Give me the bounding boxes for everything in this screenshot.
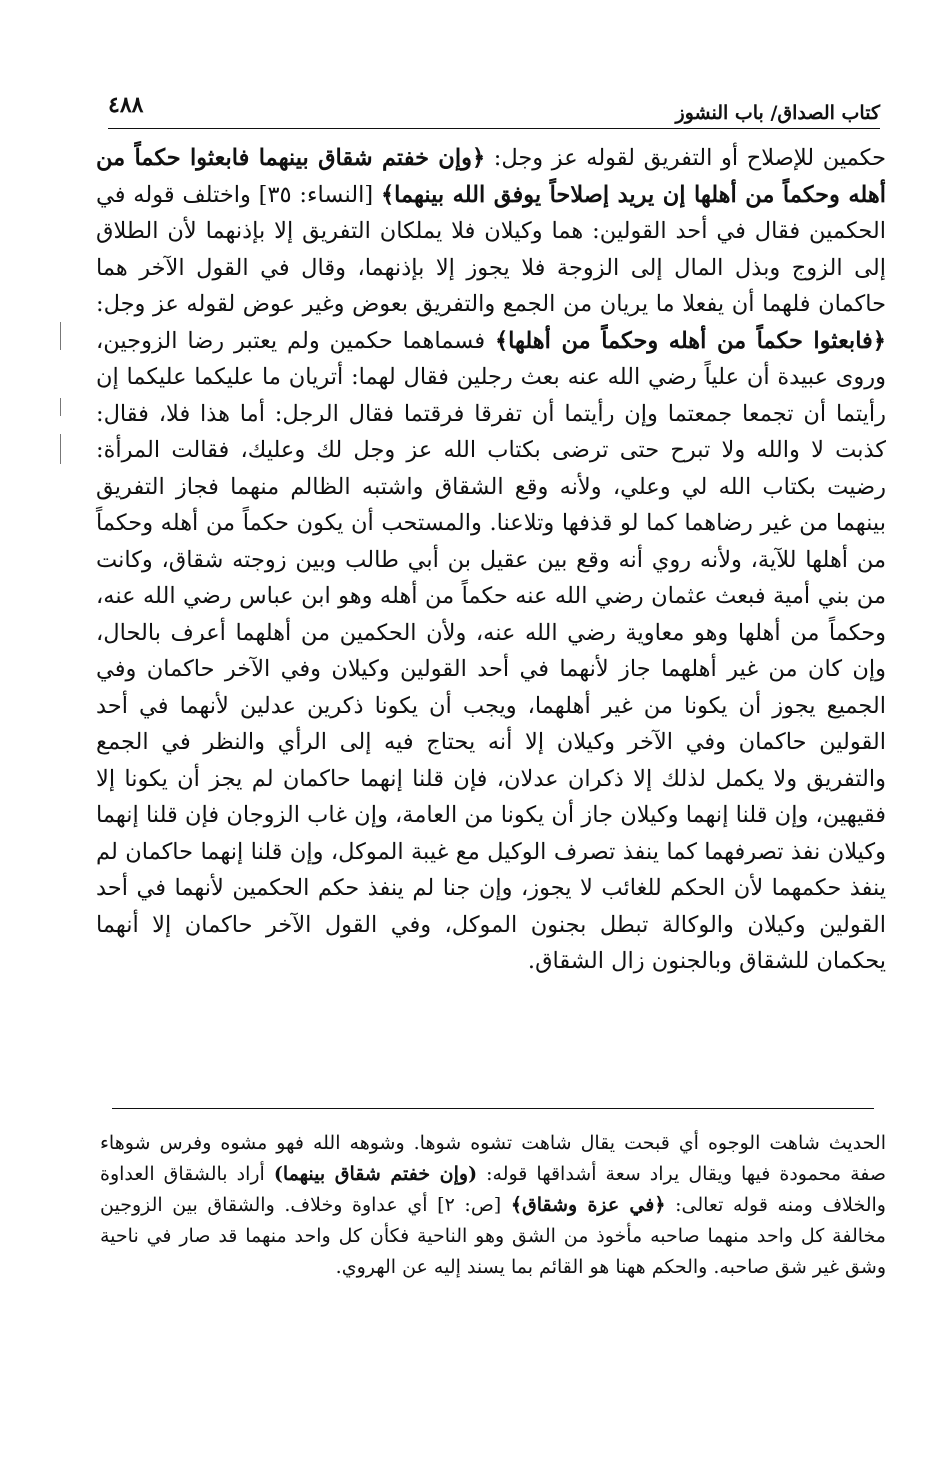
quran-verse: ﴿فابعثوا حكماً من أهله وحكماً من أهلها﴾ (494, 327, 886, 354)
margin-mark (60, 398, 61, 416)
main-text-segment: حكمين للإصلاح أو التفريق لقوله عز وجل: (485, 145, 886, 171)
footnote-segment: أراد بالشقاق العداوة والخلاف ومنه قوله تعالى: (100, 1163, 886, 1216)
main-text (96, 140, 886, 980)
footnote-paragraph (100, 1128, 886, 1283)
quran-verse: ﴿وإن خفتم شقاق بينهما فابعثوا حكماً من أهله وحكماً من أهلها إن يريد إصلاحاً يوفق الله بينهما﴾ (96, 145, 886, 208)
margin-mark (60, 434, 61, 464)
quran-verse: (وإن خفتم شقاق بينهما) (273, 1163, 478, 1185)
quran-verse: ﴿في عزة وشقاق﴾ (510, 1194, 666, 1216)
footnote-segment: الحديث شاهت الوجوه أي قبحت يقال شاهت تشوه شوها. وشوهه الله فهو مشوه وفرس شوهاء صفة محمودة فيها ويقال يراد سعة أشداقها قوله: (100, 1132, 886, 1185)
main-text-segment: [النساء: ٣٥] واختلف قوله في الحكمين فقال في أحد القولين: هما وكيلان فلا يملكان التفريق إلا بإذنهما لأن الطلاق إلى الزوج وبذل المال إلى الزوجة فلا يجوز إلا بإذنهما، وقال في القول الآخر هما حاكمان فلهما أن يفعلا ما يريان من الجمع والتفريق بعوض وغير عوض لقوله عز وجل: (96, 181, 886, 317)
footnote-segment: [ص: ٢] أي عداوة وخلاف. والشقاق بين الزوجين مخالفة كل واحد منهما صاحبه مأخوذ من الشق وهو الناحية فكأن كل واحد منهما قد صار في ناحية وشق غير شق صاحبه. والحكم ههنا هو القائم بما يسند إليه عن الهروي. (100, 1194, 886, 1278)
footnote-divider (112, 1108, 874, 1109)
page-number: ٤٨٨ (108, 92, 144, 118)
running-title: كتاب الصداق/ باب النشوز (675, 102, 880, 124)
margin-mark (60, 322, 61, 350)
footnote (100, 1128, 886, 1283)
main-paragraph (96, 140, 886, 980)
page-header (108, 92, 880, 129)
main-text-segment: فسماهما حكمين ولم يعتبر رضا الزوجين، وروى عبيدة أن علياً رضي الله عنه بعث رجلين فقال لهما: أتريان ما عليكما عليكما إن رأيتما أن تجمعا جمعتما وإن رأيتما أن تفرقا فرقتما فقال الرجل: أما هذا فلا، فقال: كذبت لا والله ولا تبرح حتى ترضى بكتاب الله عز وجل لك وعليك، فقالت المرأة: رضيت بكتاب الله لي وعلي، ولأنه وقع الشقاق واشتبه الظالم منهما فجاز التفريق بينهما من غير رضاهما كما لو قذفها وتلاعنا. والمستحب أن يكون حكماً من أهله وحكماً من أهلها للآية، ولأنه روي أنه وقع بين عقيل بن أبي طالب وبين زوجته شقاق، وكانت من بني أمية فبعث عثمان رضي الله عنه حكماً من أهله وهو ابن عباس رضي الله عنه، وحكماً من أهلها وهو معاوية رضي الله عنه، ولأن الحكمين من أهلهما أعرف بالحال، وإن كان من غير أهلهما جاز لأنهما في أحد القولين وكيلان وفي الآخر حاكمان وفي الجميع يجوز أن يكونا من غير أهلهما، ويجب أن يكونا ذكرين عدلين لأنهما في أحد القولين حاكمان وفي الآخر وكيلان إلا أنه يحتاج فيه إلى الرأي والنظر في الجمع والتفريق ولا يكمل لذلك إلا ذكران عدلان، فإن قلنا إنهما حاكمان لم يجز أن يكونا إلا فقيهين، وإن قلنا إنهما وكيلان جاز أن يكونا من العامة، وإن غاب الزوجان فإن قلنا إنهما وكيلان نفذ تصرفهما كما ينفذ تصرف الوكيل مع غيبة الموكل، وإن قلنا إنهما حاكمان لم ينفذ حكمهما لأن الحكم للغائب لا يجوز، وإن جنا لم ينفذ حكم الحكمين لأنهما في أحد القولين وكيلان والوكالة تبطل بجنون الموكل، وفي القول الآخر حاكمان إلا أنهما يحكمان للشقاق وبالجنون زال الشقاق. (96, 327, 886, 974)
